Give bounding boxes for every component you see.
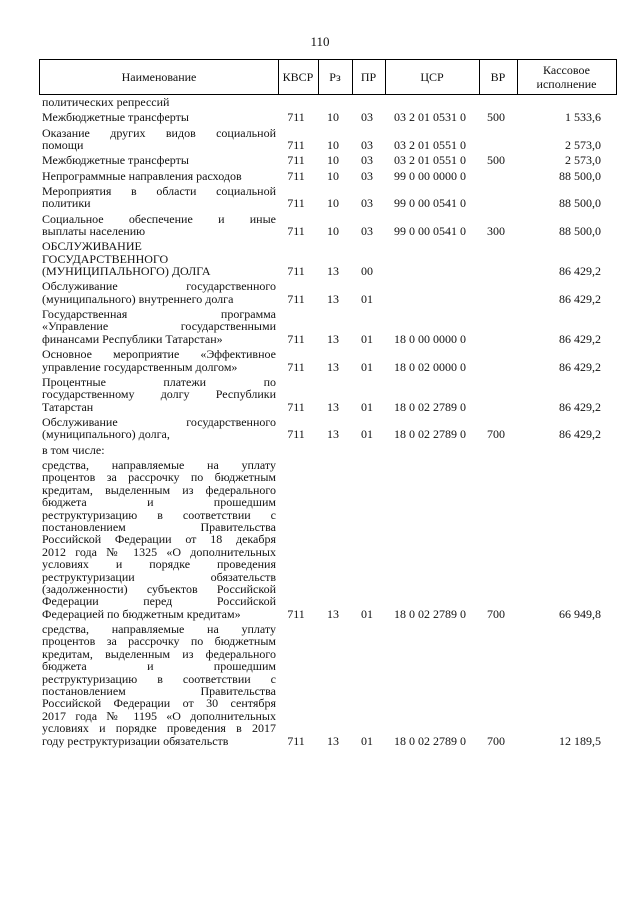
row-name-line: 2012 года № 1325 «О дополнительных xyxy=(42,544,276,559)
row-name xyxy=(42,308,276,345)
row-name xyxy=(42,170,276,182)
row-name-line: Федерации перед Российской xyxy=(42,594,276,609)
row-name xyxy=(42,280,276,305)
row-name-line: процентов за рассрочку по бюджетным xyxy=(42,634,276,649)
row-name xyxy=(42,416,276,441)
row-name-line: Социальное обеспечение и иные xyxy=(42,211,276,226)
row-name xyxy=(42,154,276,166)
sum-cell: 1 533,6 xyxy=(565,110,601,125)
sum-cell: 86 429,2 xyxy=(559,399,601,414)
row-name-line: Обслуживание государственного xyxy=(42,415,276,429)
row-name-line: постановлением Правительства xyxy=(42,519,276,534)
rz-cell: 13 xyxy=(327,264,339,279)
table-row xyxy=(0,127,640,152)
table-row xyxy=(0,170,640,182)
table-row xyxy=(0,416,640,441)
sum-cell: 66 949,8 xyxy=(559,606,601,621)
row-name xyxy=(42,623,276,747)
header-sum-line1: Кассовое xyxy=(543,63,590,77)
rz-cell: 13 xyxy=(327,427,339,442)
table-row xyxy=(0,213,640,238)
row-name-line: году реструктуризации обязательств xyxy=(42,733,229,748)
row-name xyxy=(42,127,276,152)
table-row xyxy=(0,111,640,123)
rz-cell: 13 xyxy=(327,733,339,748)
kvsr-cell: 711 xyxy=(287,291,305,306)
csr-cell: 03 2 01 0531 0 xyxy=(394,110,466,125)
row-name-line: Мероприятия в области социальной xyxy=(42,183,276,198)
row-name-line: Федерацией по бюджетным кредитам» xyxy=(42,606,241,621)
header-sum-line2: исполнение xyxy=(536,77,597,91)
pr-cell: 01 xyxy=(361,291,373,306)
csr-cell: 03 2 01 0551 0 xyxy=(394,153,466,168)
table-row xyxy=(0,240,640,277)
table-row xyxy=(0,185,640,210)
pr-cell: 03 xyxy=(361,153,373,168)
table-row xyxy=(0,459,640,620)
rz-cell: 13 xyxy=(327,399,339,414)
row-name-line: (МУНИЦИПАЛЬНОГО) ДОЛГА xyxy=(42,264,211,279)
kvsr-cell: 711 xyxy=(287,137,305,152)
header-vr: ВР xyxy=(490,70,506,84)
header-pr: ПР xyxy=(360,70,377,84)
row-name-line: бюджета и прошедшим xyxy=(42,659,276,674)
row-name-line: Российской Федерации от 30 сентября xyxy=(42,696,276,711)
row-name-line: Процентные платежи по xyxy=(42,374,276,389)
sum-cell: 86 429,2 xyxy=(559,291,601,306)
row-name-line: ГОСУДАРСТВЕННОГО xyxy=(42,251,169,266)
row-name-line: выплаты населению xyxy=(42,223,146,238)
row-name-line: государственному долгу Республики xyxy=(42,387,276,402)
kvsr-cell: 711 xyxy=(287,223,305,238)
rz-cell: 10 xyxy=(327,223,339,238)
kvsr-cell: 711 xyxy=(287,606,305,621)
csr-cell: 18 0 02 2789 0 xyxy=(394,733,466,748)
row-name-line: (муниципального) внутреннего долга xyxy=(42,291,234,306)
rz-cell: 10 xyxy=(327,168,339,183)
csr-cell: 18 0 02 0000 0 xyxy=(394,359,466,374)
row-name-line: средства, направляемые на уплату xyxy=(42,622,276,637)
row-name-line: средства, направляемые на уплату xyxy=(42,458,276,472)
page-number: 110 xyxy=(310,34,330,49)
header-rz: Рз xyxy=(329,70,341,84)
pr-cell: 01 xyxy=(361,331,373,346)
row-name xyxy=(42,185,276,210)
row-name-line: Основное мероприятие «Эффективное xyxy=(42,347,276,362)
row-name-line: в том числе: xyxy=(42,442,105,457)
vr-cell: 700 xyxy=(487,427,505,442)
row-name-line: условиях и порядке проведения в 2017 xyxy=(42,721,276,736)
row-name-line: Российской Федерации от 18 декабря xyxy=(42,532,276,547)
pr-cell: 01 xyxy=(361,733,373,748)
sum-cell: 86 429,2 xyxy=(559,331,601,346)
row-name-line: процентов за рассрочку по бюджетным xyxy=(42,470,276,485)
table-row xyxy=(0,376,640,413)
kvsr-cell: 711 xyxy=(287,264,305,279)
csr-cell: 99 0 00 0541 0 xyxy=(394,223,466,238)
csr-cell: 18 0 00 0000 0 xyxy=(394,331,466,346)
row-name-line: реструктуризацию в соответствии с xyxy=(42,507,276,522)
rz-cell: 13 xyxy=(327,291,339,306)
row-name-line: Оказание других видов социальной xyxy=(42,125,276,140)
row-name-line: (задолженности) субъектов Российской xyxy=(42,581,276,596)
sum-cell: 86 429,2 xyxy=(559,359,601,374)
kvsr-cell: 711 xyxy=(287,331,305,346)
pr-cell: 01 xyxy=(361,427,373,442)
header-csr: ЦСР xyxy=(420,70,444,84)
rz-cell: 10 xyxy=(327,110,339,125)
table-row xyxy=(0,280,640,305)
row-name-line: Татарстан xyxy=(42,399,94,414)
rz-cell: 13 xyxy=(327,606,339,621)
vr-cell: 700 xyxy=(487,606,505,621)
row-name-line: Государственная программа xyxy=(42,307,276,322)
kvsr-cell: 711 xyxy=(287,153,305,168)
pr-cell: 01 xyxy=(361,606,373,621)
sum-cell: 2 573,0 xyxy=(565,137,601,152)
row-name xyxy=(42,348,276,373)
row-name-line: постановлением Правительства xyxy=(42,684,276,699)
sum-cell: 88 500,0 xyxy=(559,168,601,183)
row-name xyxy=(42,459,276,620)
vr-cell: 300 xyxy=(487,223,505,238)
kvsr-cell: 711 xyxy=(287,399,305,414)
sum-cell: 12 189,5 xyxy=(559,733,601,748)
sum-cell: 86 429,2 xyxy=(559,427,601,442)
row-name xyxy=(42,444,276,456)
row-name-line: (муниципального) долга, xyxy=(42,427,170,442)
pr-cell: 01 xyxy=(361,359,373,374)
row-name xyxy=(42,96,276,108)
row-name-line: 2017 года № 1195 «О дополнительных xyxy=(42,708,276,723)
sum-cell: 86 429,2 xyxy=(559,264,601,279)
row-name xyxy=(42,213,276,238)
row-name-line: реструктуризацию в соответствии с xyxy=(42,671,276,686)
vr-cell: 700 xyxy=(487,733,505,748)
rz-cell: 10 xyxy=(327,196,339,211)
row-name-line: управление государственным долгом» xyxy=(42,359,238,374)
sum-cell: 2 573,0 xyxy=(565,153,601,168)
table-row xyxy=(0,623,640,747)
pr-cell: 03 xyxy=(361,223,373,238)
header-kvsr: КВСР xyxy=(282,70,314,84)
csr-cell: 99 0 00 0000 0 xyxy=(394,168,466,183)
pr-cell: 03 xyxy=(361,137,373,152)
row-name-line: помощи xyxy=(42,137,84,152)
pr-cell: 03 xyxy=(361,110,373,125)
csr-cell: 03 2 01 0551 0 xyxy=(394,137,466,152)
row-name-line: Обслуживание государственного xyxy=(42,279,276,294)
csr-cell: 18 0 02 2789 0 xyxy=(394,427,466,442)
table-row xyxy=(0,154,640,166)
table-row xyxy=(0,96,640,108)
pr-cell: 01 xyxy=(361,399,373,414)
row-name-line: ОБСЛУЖИВАНИЕ xyxy=(42,239,142,254)
row-name-line: реструктуризации обязательств xyxy=(42,569,276,584)
kvsr-cell: 711 xyxy=(287,110,305,125)
row-name-line: условиях и порядке проведения xyxy=(42,557,276,572)
kvsr-cell: 711 xyxy=(287,733,305,748)
pr-cell: 03 xyxy=(361,168,373,183)
kvsr-cell: 711 xyxy=(287,168,305,183)
pr-cell: 00 xyxy=(361,264,373,279)
row-name-line: политики xyxy=(42,196,91,211)
csr-cell: 18 0 02 2789 0 xyxy=(394,606,466,621)
rz-cell: 13 xyxy=(327,331,339,346)
row-name-line: Межбюджетные трансферты xyxy=(42,110,189,125)
csr-cell: 18 0 02 2789 0 xyxy=(394,399,466,414)
sum-cell: 88 500,0 xyxy=(559,196,601,211)
vr-cell: 500 xyxy=(487,110,505,125)
rz-cell: 10 xyxy=(327,153,339,168)
row-name xyxy=(42,111,276,123)
header-sum xyxy=(517,60,616,94)
header-name: Наименование xyxy=(121,70,197,84)
sum-cell: 88 500,0 xyxy=(559,223,601,238)
row-name xyxy=(42,376,276,413)
kvsr-cell: 711 xyxy=(287,359,305,374)
kvsr-cell: 711 xyxy=(287,196,305,211)
table-row xyxy=(0,308,640,345)
table-header xyxy=(39,59,617,95)
rz-cell: 13 xyxy=(327,359,339,374)
pr-cell: 03 xyxy=(361,196,373,211)
row-name-line: Непрограммные направления расходов xyxy=(42,168,242,183)
row-name-line: бюджета и прошедшим xyxy=(42,495,276,510)
row-name-line: «Управление государственными xyxy=(42,319,276,334)
rz-cell: 10 xyxy=(327,137,339,152)
row-name-line: финансами Республики Татарстан» xyxy=(42,331,223,346)
vr-cell: 500 xyxy=(487,153,505,168)
row-name xyxy=(42,240,276,277)
table-row xyxy=(0,348,640,373)
kvsr-cell: 711 xyxy=(287,427,305,442)
row-name-line: кредитам, выделенным из федерального xyxy=(42,646,276,661)
csr-cell: 99 0 00 0541 0 xyxy=(394,196,466,211)
row-name-line: кредитам, выделенным из федерального xyxy=(42,482,276,497)
table-row xyxy=(0,444,640,456)
row-name-line: политических репрессий xyxy=(42,95,170,109)
row-name-line: Межбюджетные трансферты xyxy=(42,153,189,168)
